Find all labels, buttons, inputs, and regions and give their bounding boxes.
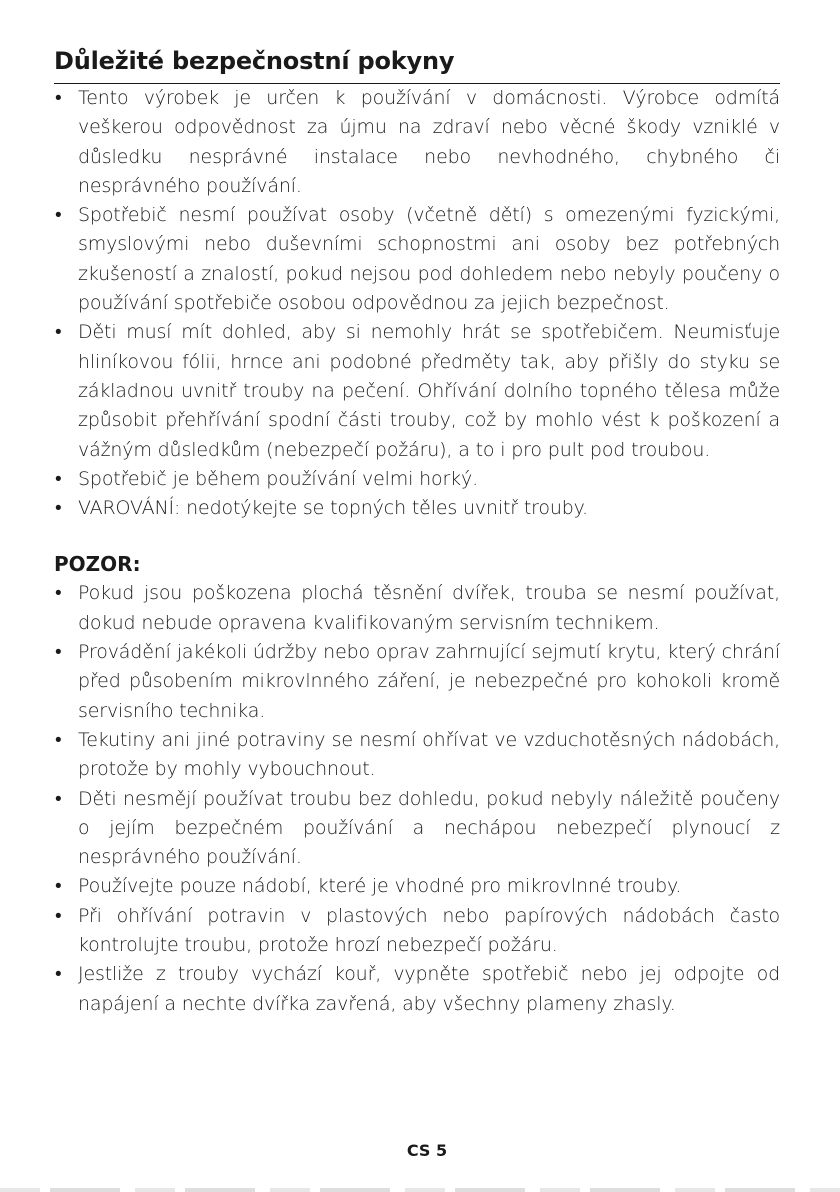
- page-number: CS 5: [406, 1141, 448, 1160]
- page-title: Důležité bezpečnostní pokyny: [54, 46, 780, 84]
- bullet-icon: •: [55, 467, 62, 490]
- list-item-text: Spotřebič nesmí používat osoby (včetně dětí) s omezenými fyzickými, smyslovými nebo duševními schopnostmi ani osoby bez potřebných zkušeností a znalostí, pokud nejsou pod dohledem nebo nebyly poučeny o používání spotřebiče osobou odpovědnou za jejich bezpečnost.: [78, 204, 780, 315]
- list-item: [54, 318, 780, 464]
- list-item: [54, 726, 780, 785]
- list-item: [54, 785, 780, 873]
- bullet-icon: •: [55, 963, 62, 986]
- list-item-text: Spotřebič je během používání velmi horký.: [78, 467, 479, 490]
- list-item-text: Používejte pouze nádobí, které je vhodné pro mikrovlnné trouby.: [78, 875, 682, 898]
- print-crop-line: [0, 1188, 840, 1192]
- list-item: [54, 494, 780, 523]
- safety-list: [54, 84, 780, 523]
- list-item-text: Tento výrobek je určen k používání v domácnosti. Výrobce odmítá veškerou odpovědnost za újmu na zdraví nebo věcné škody vzniklé v důsledku nesprávné instalace nebo nevhodného, chybného či nesprávného používání.: [78, 87, 780, 197]
- list-item: [54, 960, 780, 1019]
- list-item: [54, 201, 780, 318]
- bullet-icon: •: [55, 87, 62, 109]
- bullet-icon: •: [55, 728, 62, 751]
- pozor-heading: POZOR:: [54, 552, 141, 577]
- list-item-text: Provádění jakékoli údržby nebo oprav zahrnující sejmutí krytu, který chrání před působením mikrovlnného záření, je nebezpečné pro kohokoli kromě servisního technika.: [78, 641, 780, 722]
- bullet-icon: •: [55, 641, 62, 664]
- bullet-icon: •: [55, 582, 62, 605]
- bullet-icon: •: [55, 204, 62, 227]
- list-item: [54, 638, 780, 726]
- list-item-text: Děti musí mít dohled, aby si nemohly hrát se spotřebičem. Neumisťuje hliníkovou fólii, hrnce ani podobné předměty tak, aby přišly do styku se základnou uvnitř trouby na pečení. Ohřívání dolního topného tělesa může způsobit přehřívání spodní části trouby, což by mohlo vést k poškození a vážným důsledkům (nebezpečí požáru), a to i pro pult pod troubou.: [78, 321, 780, 461]
- bullet-icon: •: [55, 904, 62, 927]
- bullet-icon: •: [55, 497, 62, 520]
- list-item-text: VAROVÁNÍ: nedotýkejte se topných těles uvnitř trouby.: [78, 497, 588, 520]
- list-item-text: Jestliže z trouby vychází kouř, vypněte spotřebič nebo jej odpojte od napájení a nechte dvířka zavřená, aby všechny plameny zhasly.: [78, 963, 780, 1015]
- list-item-text: Pokud jsou poškozena plochá těsnění dvířek, trouba se nesmí používat, dokud nebude opravena kvalifikovaným servisním technikem.: [78, 582, 780, 634]
- bullet-icon: •: [55, 875, 62, 898]
- list-item-text: Tekutiny ani jiné potraviny se nesmí ohřívat ve vzduchotěsných nádobách, protože by mohly vybouchnout.: [78, 728, 780, 781]
- list-item: [54, 902, 780, 961]
- list-item: [54, 84, 780, 201]
- bullet-icon: •: [55, 787, 62, 810]
- list-item-text: Při ohřívání potravin v plastových nebo papírových nádobách často kontrolujte troubu, protože hrozí nebezpečí požáru.: [78, 904, 780, 957]
- bullet-icon: •: [55, 321, 62, 344]
- list-item: [54, 465, 780, 494]
- list-item: [54, 579, 780, 638]
- list-item-text: Děti nesmějí používat troubu bez dohledu, pokud nebyly náležitě poučeny o jejím bezpečném používání a nechápou nebezpečí plynoucí z nesprávného používání.: [78, 787, 780, 869]
- document-page: [54, 46, 780, 1019]
- pozor-list: [54, 579, 780, 1018]
- list-item: [54, 872, 780, 901]
